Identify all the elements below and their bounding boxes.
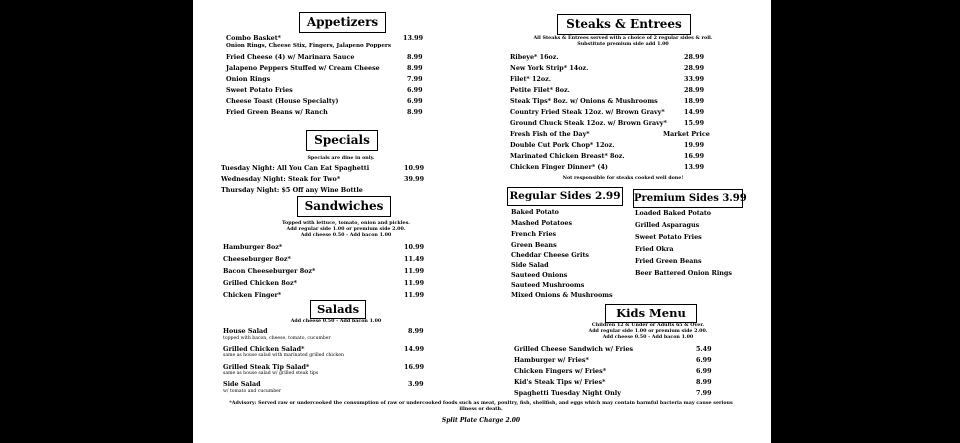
steak-price: Market Price	[663, 130, 710, 138]
regular-side-item: Sauteed Mushrooms	[511, 281, 585, 289]
premium-side-item: Fried Green Beans	[635, 257, 702, 265]
kids-note: Add cheese 0.50 - Add bacon 1.00	[602, 334, 694, 340]
sandwich-price: 10.99	[404, 243, 425, 251]
regular-side-item: Side Salad	[511, 261, 549, 269]
steaks-note: Substitute premium side add 1.00	[577, 41, 669, 47]
steak-item: Filet* 12oz.	[510, 75, 551, 83]
kids-item: Hamburger w/ Fries*	[514, 356, 589, 364]
sandwich-price: 11.99	[404, 291, 425, 299]
salads-note: Add cheese 0.50 - Add bacon 1.00	[290, 318, 382, 324]
steak-item: Ribeye* 16oz.	[510, 53, 559, 61]
salad-desc: same as house salad with marinated grilled chicken	[223, 353, 344, 358]
steaks-footer: Not responsible for steaks cooked well done!	[562, 175, 684, 181]
appetizer-price: 6.99	[407, 86, 423, 94]
kids-price: 7.99	[696, 389, 712, 397]
steak-price: 28.99	[684, 86, 705, 94]
kids-price: 6.99	[696, 356, 712, 364]
steak-price: 13.99	[684, 163, 705, 171]
steak-price: 28.99	[684, 53, 705, 61]
kids-item: Kid's Steak Tips w/ Fries*	[514, 378, 606, 386]
appetizer-item: Sweet Potato Fries	[226, 86, 293, 94]
sandwich-item: Hamburger 8oz*	[223, 243, 283, 251]
menu-page	[193, 0, 771, 443]
kids-note: Children 12 & Under or Adults 65 & Over.	[591, 322, 705, 328]
kids-note: Add regular side 1.00 or premium side 2.00.	[588, 328, 708, 334]
steak-item: Fresh Fish of the Day*	[510, 130, 590, 138]
regular-side-item: Green Beans	[511, 241, 557, 249]
regular-side-item: Cheddar Cheese Grits	[511, 251, 590, 259]
kids-item: Grilled Cheese Sandwich w/ Fries	[514, 345, 634, 353]
appetizer-price: 8.99	[407, 53, 423, 61]
appetizer-price: 8.99	[407, 108, 423, 116]
special-item: Thursday Night: $5 Off any Wine Bottle	[221, 186, 363, 194]
regular-side-item: Sauteed Onions	[511, 271, 568, 279]
sandwich-price: 11.99	[404, 279, 425, 287]
appetizers-heading: Appetizers	[299, 12, 386, 33]
premium-side-item: Sweet Potato Fries	[635, 233, 702, 241]
advisory-note: *Advisory: Served raw or undercooked the consumption of raw or undercooked foods such as meat, poultry, fish, shellfish, and eggs which may contain harmful bacteria may cause serious illness or death.	[229, 400, 733, 413]
sandwich-item: Chicken Finger*	[223, 291, 282, 299]
regular-side-item: Mixed Onions & Mushrooms	[511, 291, 613, 299]
steak-item: Steak Tips* 8oz. w/ Onions & Mushrooms	[510, 97, 658, 105]
sandwiches-note: Add cheese 0.50 - Add bacon 1.00	[300, 232, 392, 238]
sandwich-price: 11.99	[404, 267, 425, 275]
special-price: 10.99	[404, 164, 425, 172]
steak-item: Country Fried Steak 12oz. w/ Brown Gravy*	[510, 108, 665, 116]
premium-side-item: Grilled Asparagus	[635, 221, 700, 229]
steak-price: 19.99	[684, 141, 705, 149]
salad-price: 8.99	[408, 327, 424, 335]
appetizer-price: 7.99	[407, 75, 423, 83]
sandwich-item: Grilled Chicken 8oz*	[223, 279, 297, 287]
regular-side-item: Baked Potato	[511, 208, 559, 216]
appetizer-item: Onion Rings	[226, 75, 271, 83]
kids-price: 8.99	[696, 378, 712, 386]
appetizer-price: 13.99	[403, 34, 424, 42]
kids-menu-heading: Kids Menu	[605, 304, 697, 323]
sandwiches-heading: Sandwiches	[297, 196, 391, 217]
kids-price: 5.49	[696, 345, 712, 353]
sandwiches-note: Add regular side 1.00 or premium side 2.00.	[286, 226, 406, 232]
salad-item: House Salad	[223, 327, 268, 335]
steaks-note: All Steaks & Entrees served with a choice of 2 regular sides & roll.	[533, 35, 713, 41]
salad-item: Side Salad	[223, 380, 261, 388]
steak-item: Marinated Chicken Breast* 8oz.	[510, 152, 625, 160]
kids-item: Chicken Fingers w/ Fries*	[514, 367, 607, 375]
premium-sides-heading: Premium Sides 3.99	[633, 189, 743, 208]
sandwiches-note: Topped with lettuce, tomato, onion and pickles.	[282, 220, 410, 226]
appetizer-item: Fried Cheese (4) w/ Marinara Sauce	[226, 53, 355, 61]
steak-item: Chicken Finger Dinner* (4)	[510, 163, 608, 171]
steak-price: 18.99	[684, 97, 705, 105]
sandwich-item: Cheeseburger 8oz*	[223, 255, 291, 263]
premium-side-item: Fried Okra	[635, 245, 674, 253]
premium-side-item: Beer Battered Onion Rings	[635, 269, 732, 277]
appetizer-price: 6.99	[407, 97, 423, 105]
special-item: Tuesday Night: All You Can Eat Spaghetti	[221, 164, 370, 172]
kids-item: Spaghetti Tuesday Night Only	[514, 389, 621, 397]
salad-price: 16.99	[404, 363, 425, 371]
salad-desc: same as house salad w/ grilled steak tips	[223, 371, 319, 376]
steak-price: 16.99	[684, 152, 705, 160]
specials-heading: Specials	[306, 130, 378, 151]
steaks-heading: Steaks & Entrees	[557, 14, 691, 35]
steak-item: Petite Filet* 8oz.	[510, 86, 570, 94]
salads-heading: Salads	[310, 300, 366, 319]
steak-item: Ground Chuck Steak 12oz. w/ Brown Gravy*	[510, 119, 667, 127]
sandwich-item: Bacon Cheeseburger 8oz*	[223, 267, 316, 275]
steak-price: 15.99	[684, 119, 705, 127]
special-price: 39.99	[404, 175, 425, 183]
regular-side-item: Mashed Potatoes	[511, 219, 573, 227]
specials-note: Specials are dine in only.	[307, 155, 375, 161]
steak-item: Double Cut Pork Chop* 12oz.	[510, 141, 615, 149]
premium-side-item: Loaded Baked Potato	[635, 209, 712, 217]
salad-item: Grilled Steak Tip Salad*	[223, 363, 310, 371]
appetizer-item: Cheese Toast (House Specialty)	[226, 97, 339, 105]
salad-price: 14.99	[404, 345, 425, 353]
steak-price: 33.99	[684, 75, 705, 83]
regular-sides-heading: Regular Sides 2.99	[507, 187, 623, 206]
steak-price: 28.99	[684, 64, 705, 72]
appetizer-item: Combo Basket*	[226, 34, 281, 42]
appetizer-item: Jalapeno Peppers Stuffed w/ Cream Cheese	[226, 64, 380, 72]
steak-item: New York Strip* 14oz.	[510, 64, 589, 72]
split-plate-charge: Split Plate Charge 2.00	[441, 417, 521, 424]
salad-item: Grilled Chicken Salad*	[223, 345, 305, 353]
salad-price: 3.99	[408, 380, 424, 388]
appetizer-desc: Onion Rings, Cheese Stix, Fingers, Jalapeno Poppers	[226, 43, 392, 49]
special-item: Wednesday Night: Steak for Two*	[221, 175, 341, 183]
regular-side-item: French Fries	[511, 230, 557, 238]
salad-desc: w/ tomato and cucumber	[223, 389, 282, 394]
sandwich-price: 11.49	[404, 255, 425, 263]
appetizer-price: 8.99	[407, 64, 423, 72]
steak-price: 14.99	[684, 108, 705, 116]
appetizer-item: Fried Green Beans w/ Ranch	[226, 108, 328, 116]
salad-desc: topped with bacon, cheese, tomato, cucumber	[223, 336, 331, 341]
kids-price: 6.99	[696, 367, 712, 375]
